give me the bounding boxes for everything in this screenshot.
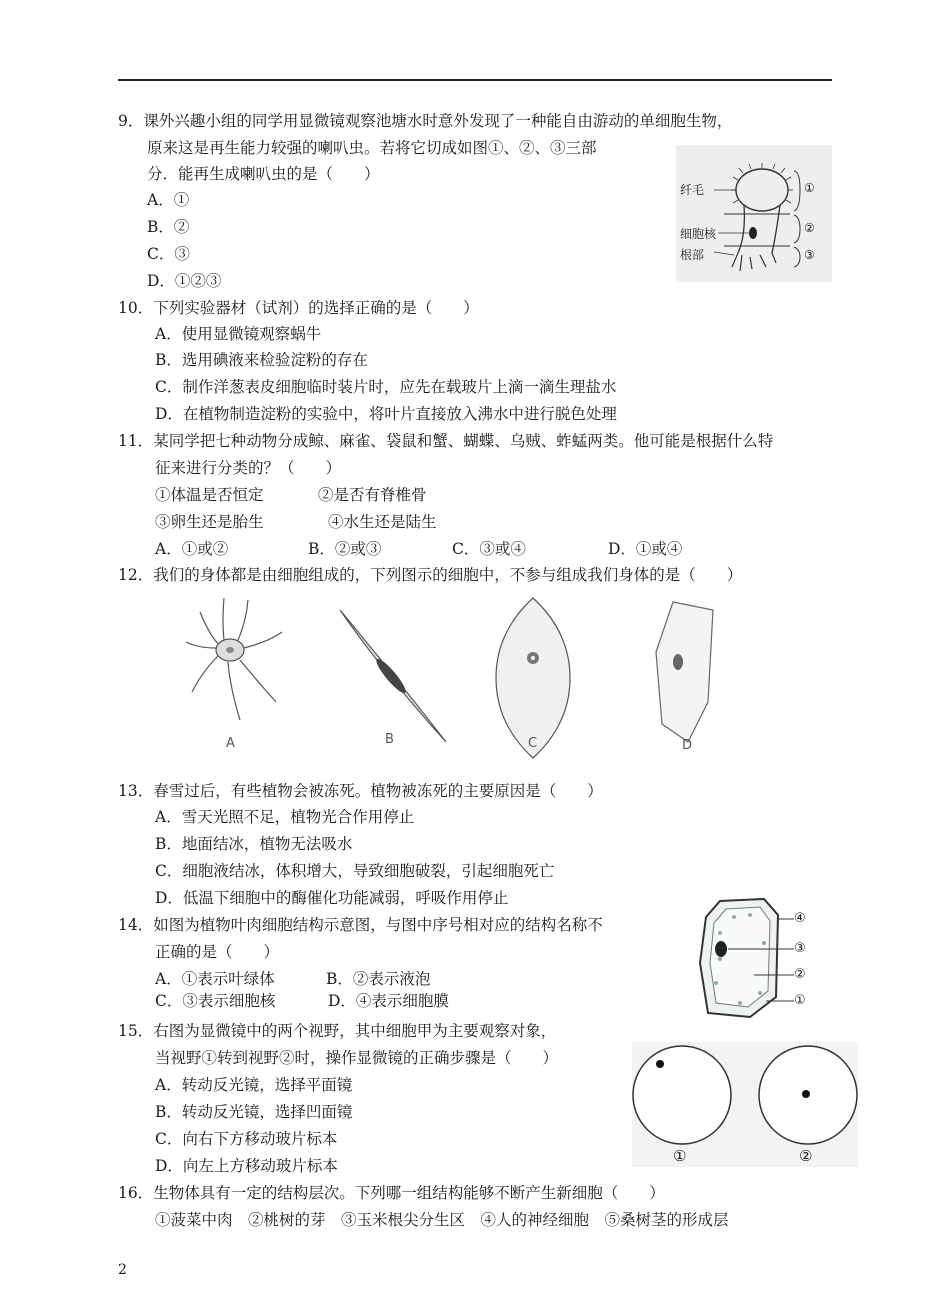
q11-stem-line1: 11．某同学把七种动物分成鲸、麻雀、袋鼠和蟹、蝴蝶、乌贼、蚱蜢两类。他可能是根据什么特 — [118, 432, 774, 450]
leaf-cell-diagram — [690, 893, 830, 1023]
q13-option-a[interactable]: A．雪天光照不足，植物光合作用停止 — [155, 808, 415, 826]
leaf-label-2: ② — [794, 967, 806, 982]
q11-criterion-2: ②是否有脊椎骨 — [318, 486, 427, 504]
q14-stem-line2: 正确的是（ ） — [155, 943, 280, 961]
trumpet-animal-figure — [676, 145, 832, 282]
neuron-cell — [186, 598, 282, 720]
leaf-label-3: ③ — [794, 941, 806, 956]
q11-stem-line2: 征来进行分类的？（ ） — [155, 459, 342, 477]
q12-stem: 12．我们的身体都是由细胞组成的，下列图示的细胞中，不参与组成我们身体的是（ ） — [118, 566, 743, 584]
q15-option-d[interactable]: D．向左上方移动玻片标本 — [155, 1157, 338, 1175]
q9-option-a[interactable]: A．① — [147, 191, 190, 209]
cell-label-b: B — [385, 732, 394, 747]
label-part-2: ② — [804, 221, 815, 235]
leaf-label-4: ④ — [794, 911, 806, 926]
q13-option-b[interactable]: B．地面结冰，植物无法吸水 — [155, 835, 353, 853]
cell-label-a: A — [226, 736, 235, 751]
label-cilia: 纤毛 — [680, 183, 705, 197]
q12-cells-figure — [178, 592, 738, 762]
q11-option-a[interactable]: A．①或② — [155, 540, 229, 558]
q16-choices: ①菠菜中肉 ②桃树的芽 ③玉米根尖分生区 ④人的神经细胞 ⑤桑树茎的形成层 — [155, 1211, 729, 1229]
q11-criterion-3: ③卵生还是胎生 — [155, 513, 264, 531]
q14-stem-line1: 14．如图为植物叶肉细胞结构示意图，与图中序号相对应的结构名称不 — [118, 916, 603, 934]
q9-option-c[interactable]: C．③ — [147, 245, 190, 263]
page-number: 2 — [118, 1262, 127, 1278]
microscope-views-figure — [632, 1042, 858, 1167]
q14-option-a[interactable]: A．①表示叶绿体 — [155, 970, 275, 988]
view-label-1: ① — [673, 1147, 687, 1165]
q10-option-d[interactable]: D．在植物制造淀粉的实验中，将叶片直接放入沸水中进行脱色处理 — [155, 405, 617, 423]
q15-stem-line2: 当视野①转到视野②时，操作显微镜的正确步骤是（ ） — [155, 1049, 559, 1067]
leaf-cell-figure — [690, 893, 830, 1023]
q14-option-c[interactable]: C．③表示细胞核 — [155, 992, 276, 1010]
cell-label-d: D — [682, 738, 693, 753]
label-part-1: ① — [804, 181, 815, 195]
q11-criterion-4: ④水生还是陆生 — [328, 513, 437, 531]
q9-stem-line2: 原来这是再生能力较强的喇叭虫。若将它切成如图①、②、③三部 — [147, 139, 597, 157]
view-label-2: ② — [799, 1147, 813, 1165]
cell-label-c: C — [528, 736, 538, 751]
q9-stem-line1: 9．课外兴趣小组的同学用显微镜观察池塘水时意外发现了一种能自由游动的单细胞生物， — [118, 112, 733, 130]
q11-option-c[interactable]: C．③或④ — [452, 540, 526, 558]
q10-option-a[interactable]: A．使用显微镜观察蜗牛 — [155, 325, 322, 343]
epithelial-cell — [656, 602, 713, 742]
muscle-cell — [340, 610, 446, 742]
view-1-cell — [656, 1060, 664, 1068]
label-nucleus: 细胞核 — [680, 227, 717, 241]
q10-option-b[interactable]: B．选用碘液来检验淀粉的存在 — [155, 351, 368, 369]
q10-stem: 10．下列实验器材（试剂）的选择正确的是（ ） — [118, 299, 479, 317]
label-root: 根部 — [680, 248, 705, 262]
q14-option-b[interactable]: B．②表示液泡 — [326, 970, 431, 988]
leaf-label-1: ① — [794, 993, 806, 1008]
q12-cells-diagram — [178, 592, 738, 762]
q15-option-c[interactable]: C．向右下方移动玻片标本 — [155, 1130, 338, 1148]
q13-option-c[interactable]: C．细胞液结冰，体积增大，导致细胞破裂，引起细胞死亡 — [155, 862, 555, 880]
header-rule — [118, 79, 832, 81]
diamond-cell — [496, 598, 570, 758]
q15-stem-line1: 15．右图为显微镜中的两个视野，其中细胞甲为主要观察对象， — [118, 1022, 557, 1040]
q9-option-b[interactable]: B．② — [147, 218, 190, 236]
q15-option-b[interactable]: B．转动反光镜，选择凹面镜 — [155, 1103, 353, 1121]
q16-stem: 16．生物体具有一定的结构层次。下列哪一组结构能够不断产生新细胞（ ） — [118, 1184, 665, 1202]
q10-option-c[interactable]: C．制作洋葱表皮细胞临时装片时，应先在载玻片上滴一滴生理盐水 — [155, 378, 617, 396]
q15-option-a[interactable]: A．转动反光镜，选择平面镜 — [155, 1076, 353, 1094]
q11-option-b[interactable]: B．②或③ — [308, 540, 382, 558]
q9-stem-line3: 分．能再生成喇叭虫的是（ ） — [147, 165, 380, 183]
q14-option-d[interactable]: D．④表示细胞膜 — [328, 992, 449, 1010]
q11-option-d[interactable]: D．①或④ — [608, 540, 683, 558]
view-1-circle — [633, 1046, 731, 1144]
q13-option-d[interactable]: D．低温下细胞中的酶催化功能减弱，呼吸作用停止 — [155, 889, 509, 907]
microscope-views-diagram — [632, 1042, 858, 1167]
q13-stem: 13．春雪过后，有些植物会被冻死。植物被冻死的主要原因是（ ） — [118, 782, 603, 800]
view-2-cell — [802, 1090, 810, 1098]
q11-criterion-1: ①体温是否恒定 — [155, 486, 264, 504]
q9-option-d[interactable]: D．①②③ — [147, 272, 222, 290]
label-part-3: ③ — [804, 248, 815, 262]
